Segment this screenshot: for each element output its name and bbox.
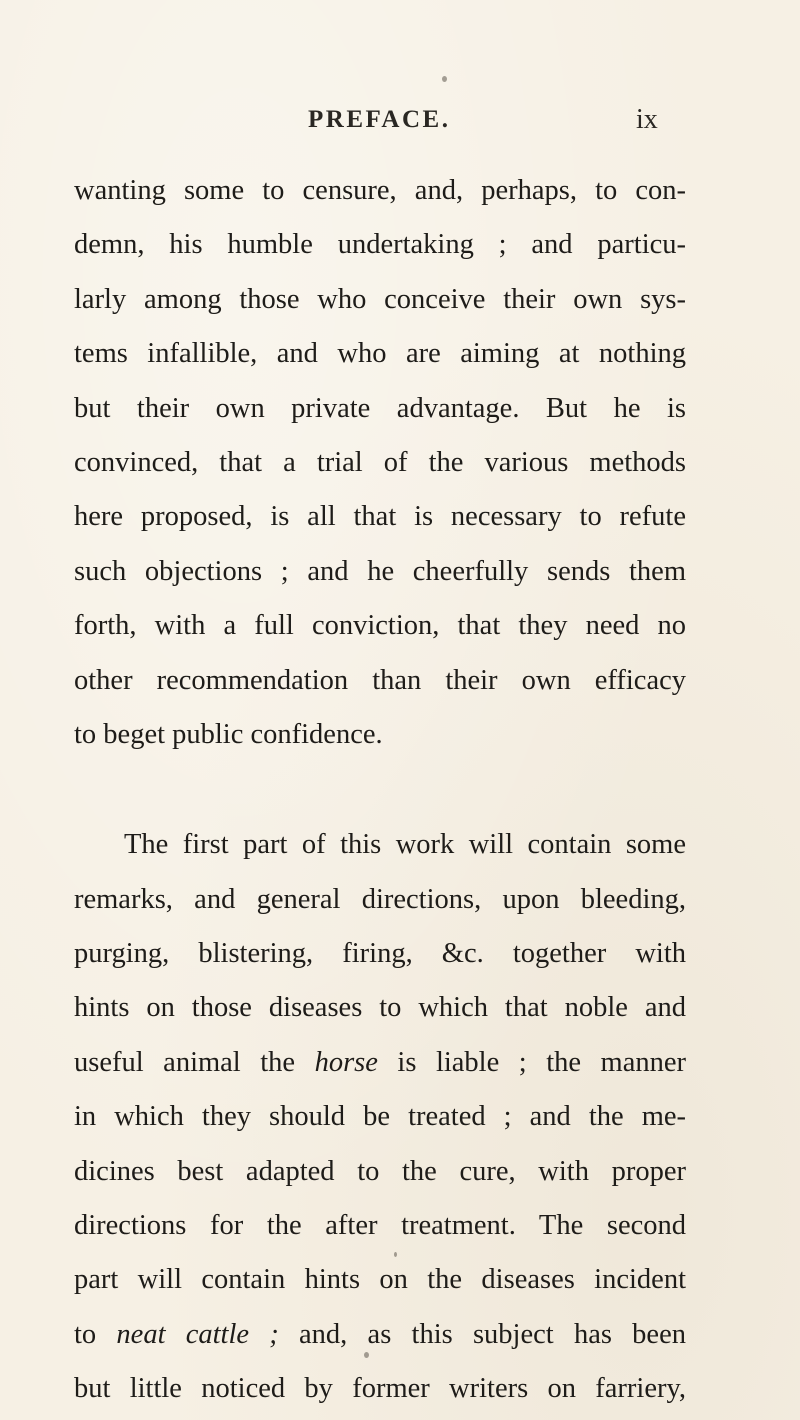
text-line: forth, with a full conviction, that they need no	[74, 610, 686, 642]
text-line: larly among those who conceive their own sys-	[74, 283, 686, 315]
page-header	[0, 102, 800, 142]
text-line: part will contain hints on the diseases incident	[74, 1264, 686, 1296]
running-head: PREFACE.	[308, 106, 451, 133]
text-line: convinced, that a trial of the various methods	[74, 446, 686, 478]
text-line: wanting some to censure, and, perhaps, to con-	[74, 175, 686, 206]
text-line: The first part of this work will contain some	[124, 829, 686, 861]
text-run: useful animal the	[74, 1046, 315, 1078]
text-line: tems infallible, and who are aiming at nothing	[74, 338, 686, 370]
text-run: to	[74, 1318, 117, 1350]
text-line: purging, blistering, firing, &c. together with	[74, 938, 686, 970]
text-run: is liable ; the manner	[377, 1046, 686, 1078]
text-line: such objections ; and he cheerfully sends them	[74, 555, 686, 587]
text-line: dicines best adapted to the cure, with proper	[74, 1155, 686, 1187]
text-line: in which they should be treated ; and the me-	[74, 1101, 686, 1133]
text-line: directions for the after treatment. The second	[74, 1210, 686, 1242]
text-line: but their own private advantage. But he is	[74, 392, 686, 424]
body-text	[74, 164, 686, 1417]
text-line: other recommendation than their own efficacy	[74, 664, 686, 696]
paragraph-gap	[74, 762, 686, 818]
paper-speck	[394, 1252, 397, 1257]
italic-word: horse	[314, 1046, 378, 1078]
text-line: demn, his humble undertaking ; and particu-	[74, 229, 686, 261]
page-number: ix	[636, 104, 658, 135]
italic-word: neat cattle ;	[116, 1318, 279, 1350]
paper-speck	[442, 76, 447, 82]
text-line: hints on those diseases to which that noble and	[74, 992, 686, 1024]
text-line: remarks, and general directions, upon bleeding,	[74, 883, 686, 915]
text-line: but little noticed by former writers on farriery,	[74, 1373, 686, 1405]
paragraph-1	[74, 164, 686, 762]
text-run: and, as this subject has been	[278, 1318, 686, 1350]
paper-speck	[364, 1352, 369, 1358]
text-line: here proposed, is all that is necessary to refute	[74, 501, 686, 533]
paragraph-2	[74, 818, 686, 1416]
text-line: to beget public confidence.	[74, 718, 383, 750]
text-line	[74, 1036, 686, 1090]
text-line	[74, 1308, 686, 1362]
